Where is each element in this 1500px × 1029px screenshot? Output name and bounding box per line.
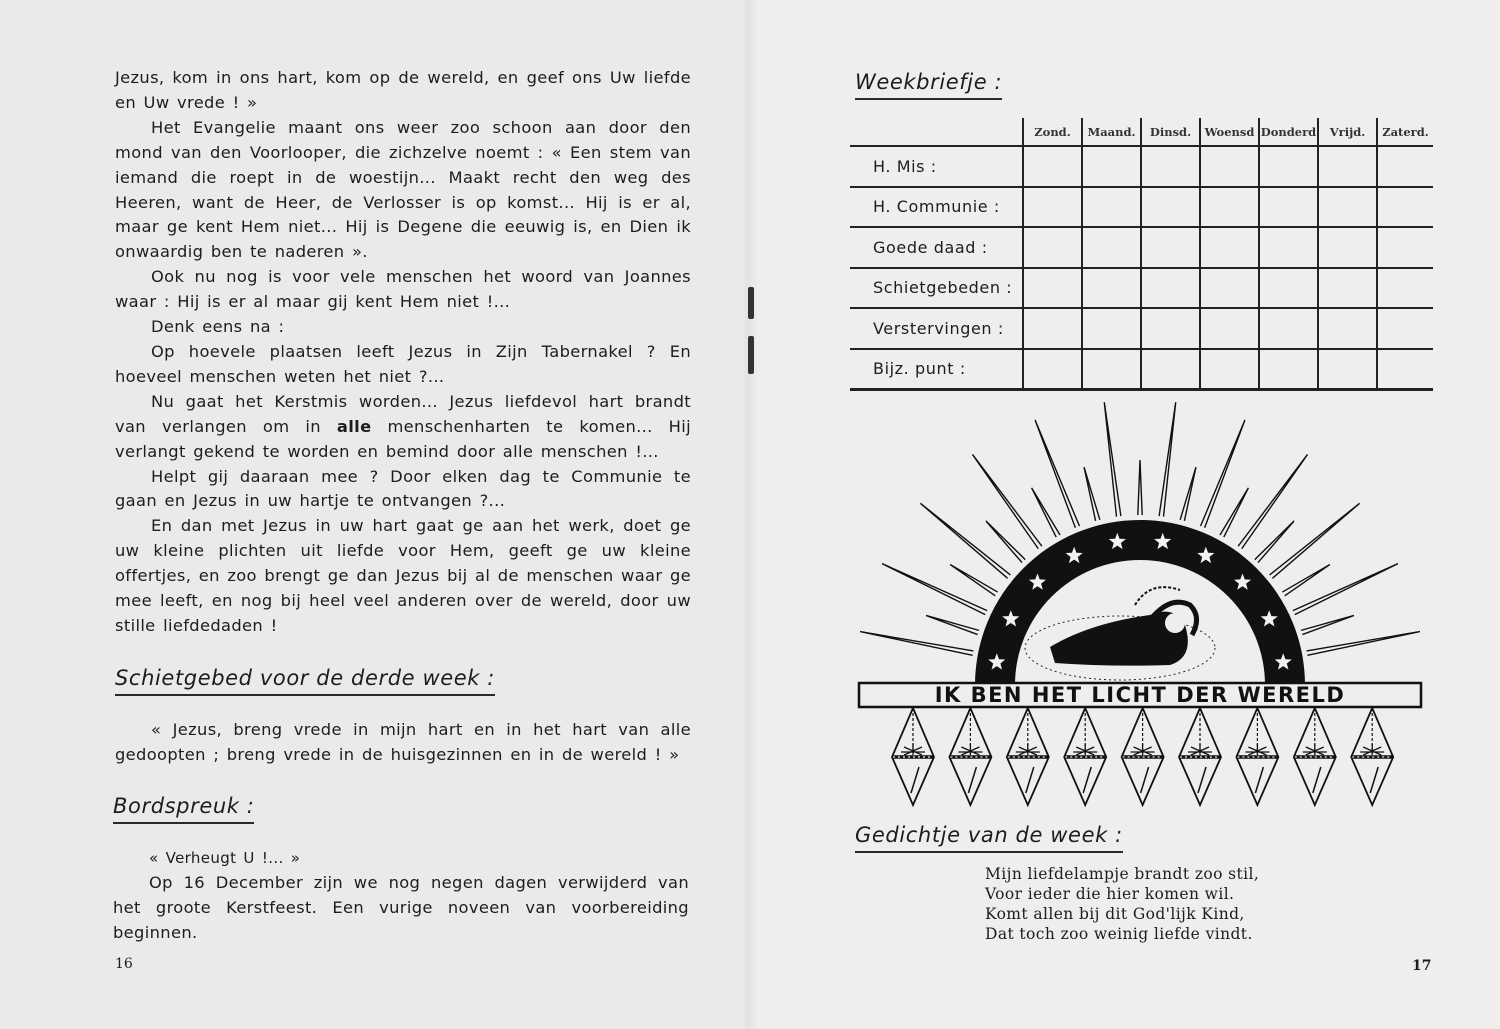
- banner-text: IK BEN HET LICHT DER WERELD: [934, 683, 1346, 707]
- check-cell[interactable]: [1141, 308, 1200, 349]
- poem-line: Voor ieder die hier komen wil.: [985, 885, 1235, 903]
- check-cell[interactable]: [1318, 227, 1377, 268]
- check-cell[interactable]: [1082, 308, 1141, 349]
- check-cell[interactable]: [1259, 146, 1318, 187]
- lamp-icon: [1122, 708, 1164, 805]
- check-cell[interactable]: [1377, 268, 1433, 309]
- table-row: [850, 308, 1433, 349]
- bordspreuk-text: Op 16 December zijn we nog negen dagen verwijderd van het groote Kerstfeest. Een vurige noveen van voorbereiding beginnen.: [113, 872, 689, 942]
- lamp-icon: [892, 708, 934, 805]
- schietgebed-heading: Schietgebed voor de derde week :: [115, 666, 495, 696]
- text-run: Nu gaat het Kerstmis worden... Jezus liefdevol hart brandt van verlangen om in: [115, 391, 691, 436]
- check-cell[interactable]: [1082, 349, 1141, 390]
- poem-line: Mijn liefdelampje brandt zoo stil,: [985, 865, 1260, 883]
- check-cell[interactable]: [1377, 308, 1433, 349]
- paragraph: [115, 390, 691, 465]
- sun-ray: [1035, 420, 1079, 528]
- check-cell[interactable]: [1377, 349, 1433, 390]
- sun-ray: [950, 564, 998, 595]
- light-of-the-world-illustration: [850, 395, 1440, 815]
- sun-ray: [1301, 615, 1354, 634]
- lamp-icon: [1236, 708, 1278, 805]
- check-cell[interactable]: [1082, 187, 1141, 228]
- check-cell[interactable]: [1259, 349, 1318, 390]
- page-number-right: 17: [1412, 958, 1432, 974]
- row-label: H. Mis :: [850, 146, 1023, 187]
- poem-line: Dat toch zoo weinig liefde vindt.: [985, 925, 1253, 943]
- paragraph: Helpt gij daaraan mee ? Door elken dag te Communie te gaan en Jezus in uw hartje te ontvangen ?...: [115, 466, 691, 511]
- paragraph: Ook nu nog is voor vele menschen het woord van Joannes waar : Hij is er al maar gij kent Hem niet !...: [115, 267, 691, 312]
- sun-ray: [1159, 402, 1176, 516]
- row-label: Goede daad :: [850, 227, 1023, 268]
- bordspreuk-block: [113, 846, 689, 946]
- schietgebed-text: « Jezus, breng vrede in mijn hart en in het hart van alle gedoopten ; breng vrede in de huisgezinnen en in de wereld ! »: [115, 720, 691, 764]
- sun-ray: [882, 564, 987, 615]
- left-body-text: [115, 66, 691, 639]
- header-blank: [850, 118, 1023, 146]
- day-header: Dinsd.: [1141, 118, 1200, 146]
- check-cell[interactable]: [1259, 187, 1318, 228]
- lamp-icon: [1064, 708, 1106, 805]
- check-cell[interactable]: [1023, 187, 1082, 228]
- gedichtje-heading: Gedichtje van de week :: [855, 823, 1123, 853]
- sun-ray: [1180, 467, 1196, 521]
- manger-icon: [1025, 587, 1215, 680]
- sun-ray: [972, 454, 1041, 548]
- check-cell[interactable]: [1200, 268, 1259, 309]
- check-cell[interactable]: [1200, 146, 1259, 187]
- check-cell[interactable]: [1200, 308, 1259, 349]
- day-header: Zond.: [1023, 118, 1082, 146]
- check-cell[interactable]: [1023, 268, 1082, 309]
- table-row: [850, 227, 1433, 268]
- check-cell[interactable]: [1318, 146, 1377, 187]
- check-cell[interactable]: [1200, 227, 1259, 268]
- row-label: Schietgebeden :: [850, 268, 1023, 309]
- sun-ray: [1307, 632, 1420, 656]
- hanging-lamps: [892, 708, 1393, 805]
- sun-ray: [986, 521, 1025, 563]
- lamp-icon: [1351, 708, 1393, 805]
- check-cell[interactable]: [1377, 146, 1433, 187]
- sun-ray: [1138, 460, 1142, 515]
- poem: [985, 864, 1259, 944]
- bordspreuk-heading: Bordspreuk :: [113, 794, 254, 824]
- check-cell[interactable]: [1023, 227, 1082, 268]
- check-cell[interactable]: [1377, 227, 1433, 268]
- day-header: Donderd: [1259, 118, 1318, 146]
- paragraph: Op hoevele plaatsen leeft Jezus in Zijn Tabernakel ? En hoeveel menschen weten het niet ?...: [115, 341, 691, 386]
- check-cell[interactable]: [1082, 146, 1141, 187]
- table-row: [850, 187, 1433, 228]
- row-label: H. Communie :: [850, 187, 1023, 228]
- check-cell[interactable]: [1023, 308, 1082, 349]
- check-cell[interactable]: [1082, 227, 1141, 268]
- check-cell[interactable]: [1318, 308, 1377, 349]
- check-cell[interactable]: [1259, 227, 1318, 268]
- row-label: Verstervingen :: [850, 308, 1023, 349]
- sun-ray: [1255, 521, 1294, 563]
- sun-ray: [1238, 454, 1307, 548]
- staple-bottom: [748, 336, 754, 374]
- sun-ray: [1293, 564, 1398, 615]
- check-cell[interactable]: [1082, 268, 1141, 309]
- check-cell[interactable]: [1141, 268, 1200, 309]
- check-cell[interactable]: [1141, 146, 1200, 187]
- sun-ray: [1270, 503, 1360, 578]
- check-cell[interactable]: [1141, 349, 1200, 390]
- weekbriefje-heading: Weekbriefje :: [855, 70, 1002, 100]
- day-header: Zaterd.: [1377, 118, 1433, 146]
- check-cell[interactable]: [1318, 268, 1377, 309]
- sun-ray: [860, 632, 973, 656]
- staple-top: [748, 287, 754, 319]
- day-header: Maand.: [1082, 118, 1141, 146]
- page-number-left: 16: [115, 956, 133, 972]
- lamp-icon: [1179, 708, 1221, 805]
- sun-ray: [926, 615, 979, 634]
- lamp-icon: [949, 708, 991, 805]
- schietgebed-block: [115, 718, 691, 768]
- check-cell[interactable]: [1200, 349, 1259, 390]
- text-run: menschenharten te komen... Hij verlangt gekend te worden en bemind door alle menschen !...: [115, 416, 691, 461]
- check-cell[interactable]: [1259, 308, 1318, 349]
- check-cell[interactable]: [1141, 187, 1200, 228]
- paragraph: Denk eens na :: [151, 317, 285, 337]
- table-row: [850, 349, 1433, 390]
- check-cell[interactable]: [1318, 349, 1377, 390]
- paragraph: Jezus, kom in ons hart, kom op de wereld, en geef ons Uw liefde en Uw vrede ! »: [115, 68, 691, 112]
- sun-ray: [1282, 564, 1330, 595]
- sun-ray: [1201, 420, 1245, 528]
- bordspreuk-quote: « Verheugt U !... »: [149, 849, 301, 867]
- sun-ray: [920, 503, 1010, 578]
- day-header: Woensd: [1200, 118, 1259, 146]
- book-spine: [742, 0, 758, 1029]
- table-header-row: [850, 118, 1433, 146]
- sun-ray: [1032, 488, 1060, 537]
- sun-ray: [1220, 488, 1248, 537]
- check-cell[interactable]: [1318, 187, 1377, 228]
- lamp-icon: [1007, 708, 1049, 805]
- table-row: [850, 268, 1433, 309]
- check-cell[interactable]: [1200, 187, 1259, 228]
- lamp-icon: [1294, 708, 1336, 805]
- check-cell[interactable]: [1141, 227, 1200, 268]
- weekbriefje-table: [850, 118, 1433, 391]
- row-label: Bijz. punt :: [850, 349, 1023, 390]
- day-header: Vrijd.: [1318, 118, 1377, 146]
- check-cell[interactable]: [1259, 268, 1318, 309]
- sun-ray: [1104, 402, 1121, 516]
- poem-line: Komt allen bij dit God'lijk Kind,: [985, 905, 1245, 923]
- check-cell[interactable]: [1377, 187, 1433, 228]
- table-row: [850, 146, 1433, 187]
- bold-word: alle: [336, 416, 372, 436]
- check-cell[interactable]: [1023, 349, 1082, 390]
- sun-ray: [1084, 467, 1100, 521]
- check-cell[interactable]: [1023, 146, 1082, 187]
- paragraph: Het Evangelie maant ons weer zoo schoon aan door den mond van den Voorlooper, die zichzelve noemt : « Een stem van iemand die roept in de woestijn... Maakt recht den weg des Heeren, want de Heer, de Verlosser is op komst... Hij is er al, maar ge kent Hem niet... Hij is Degene die eeuwig is, en Dien ik onwaardig ben te naderen ».: [115, 117, 691, 262]
- paragraph: En dan met Jezus in uw hart gaat ge aan het werk, doet ge uw kleine plichten uit liefde voor Hem, geeft ge uw kleine offertjes, en zoo brengt ge dan Jezus bij al de menschen waar ge mee leeft, en nog bij heel veel anderen over de wereld, door uw stille liefdedaden !: [115, 516, 691, 635]
